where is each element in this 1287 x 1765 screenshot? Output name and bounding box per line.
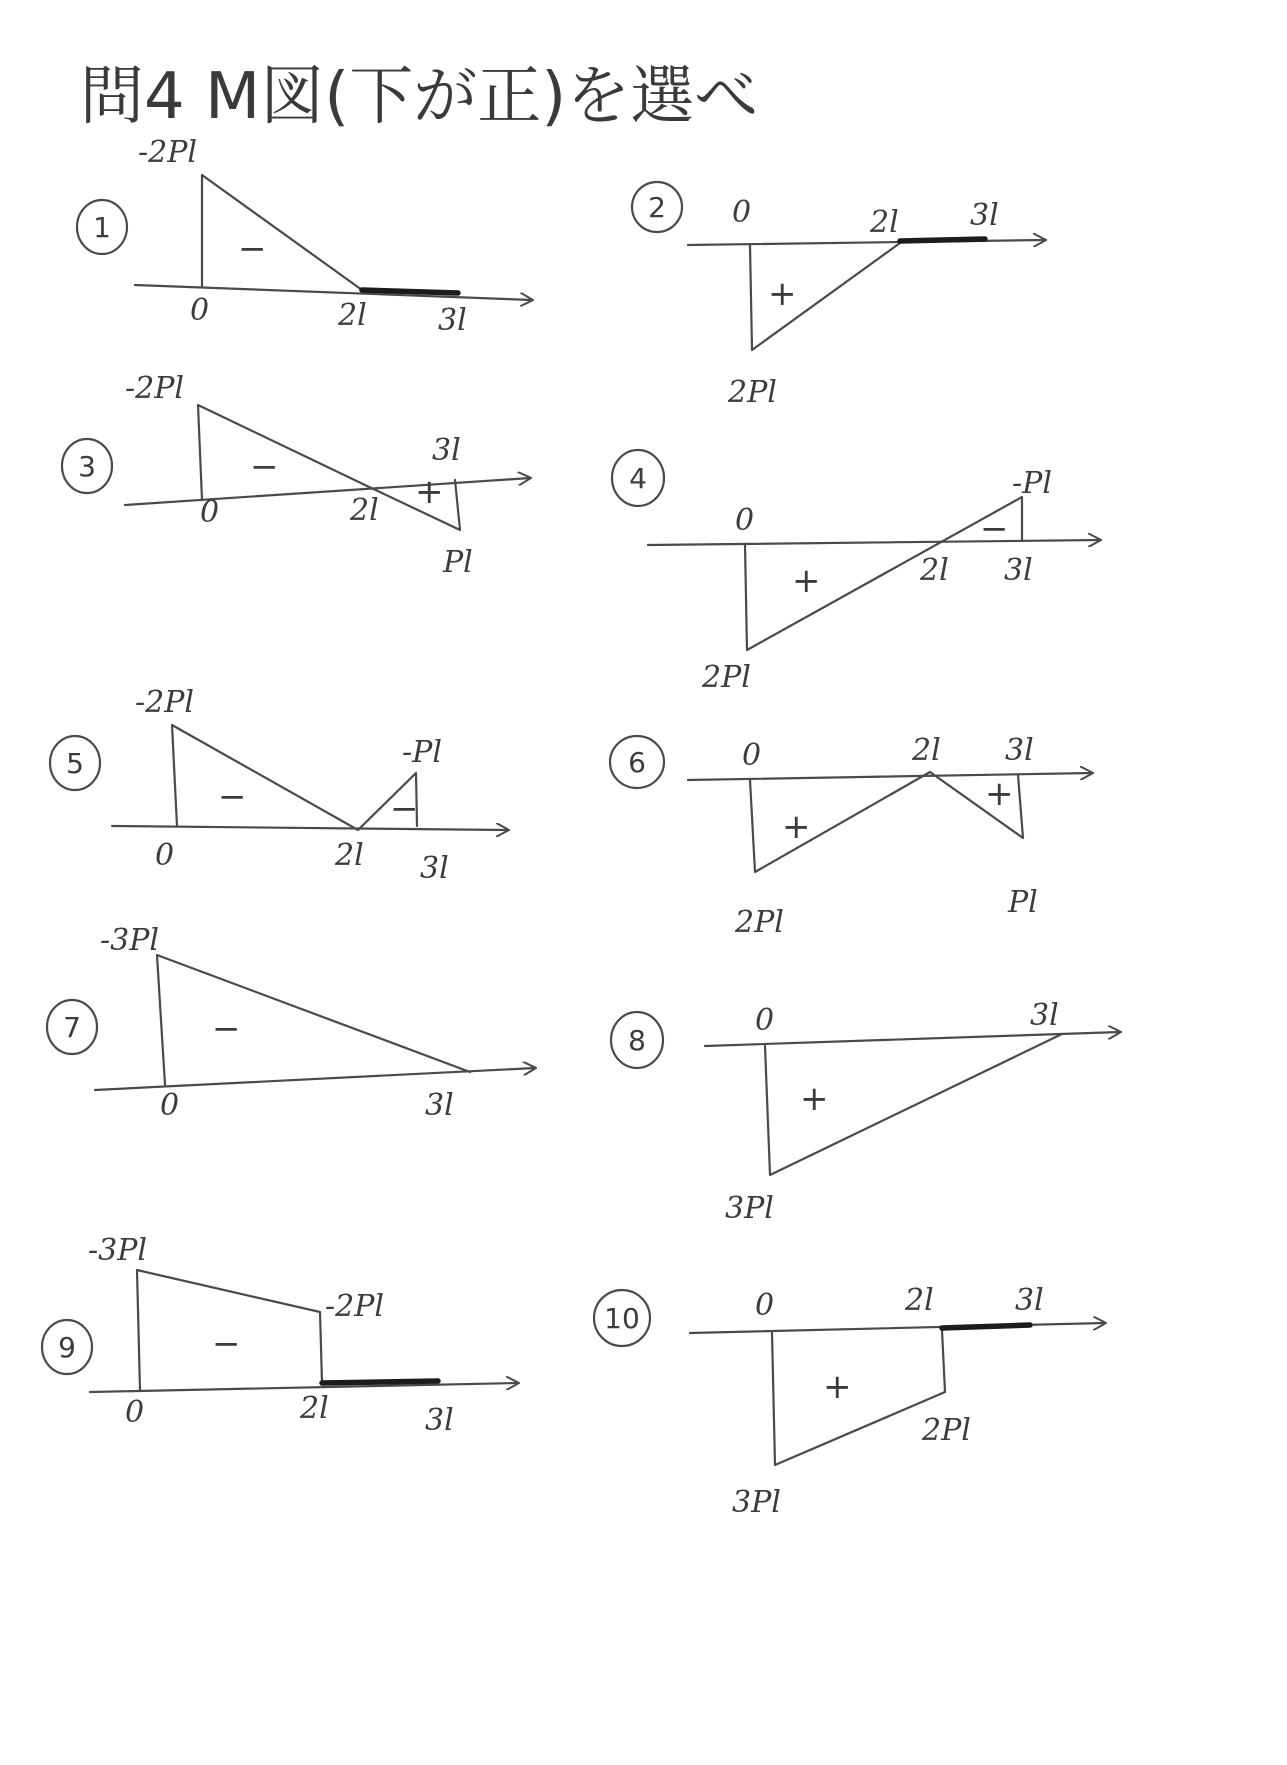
label-bottom-value: 2Pl: [735, 905, 784, 940]
diagram-number: 1: [93, 211, 111, 244]
sign-positive: +: [792, 561, 821, 601]
label-origin: 0: [742, 738, 762, 773]
label-bottom-value: 3Pl: [725, 1191, 774, 1226]
zero-segment: [362, 290, 458, 293]
label-2l: 2l: [912, 733, 941, 768]
sign-negative: −: [212, 1009, 241, 1049]
sign-negative: −: [212, 1324, 241, 1364]
label-top-value: -2Pl: [138, 135, 198, 170]
label-2l: 2l: [338, 298, 367, 333]
label-origin: 0: [200, 495, 220, 530]
label-origin: 0: [160, 1088, 180, 1123]
sign-negative: −: [250, 447, 279, 487]
sign-positive: +: [823, 1367, 852, 1407]
diagram-2: [632, 182, 1045, 410]
label-origin: 0: [125, 1395, 145, 1430]
diagram-8: [611, 998, 1120, 1226]
page-title: 問4 M図(下が正)を選べ: [80, 60, 759, 134]
diagram-number: 5: [66, 747, 84, 780]
sign-negative-b: −: [390, 789, 419, 829]
diagram-number: 2: [648, 191, 666, 224]
label-2l: 2l: [300, 1391, 329, 1426]
label-origin: 0: [732, 195, 752, 230]
label-2l: 2l: [920, 553, 949, 588]
label-2l: 2l: [335, 838, 364, 873]
moment-curve: [172, 725, 417, 830]
label-origin: 0: [190, 293, 210, 328]
x-axis: [112, 826, 508, 830]
diagram-number: 3: [78, 450, 96, 483]
diagram-5: [50, 685, 508, 886]
label-3l: 3l: [1030, 998, 1059, 1033]
x-axis: [690, 1323, 1105, 1333]
moment-curve: [772, 1330, 945, 1465]
zero-segment: [942, 1325, 1030, 1328]
diagram-10: [594, 1283, 1105, 1520]
moment-curve: [202, 175, 362, 290]
label-3l: 3l: [970, 198, 999, 233]
diagram-1: [77, 135, 532, 338]
sign-positive: +: [768, 274, 797, 314]
label-3l: 3l: [425, 1088, 454, 1123]
label-2l: 2l: [905, 1283, 934, 1318]
diagram-number: 7: [63, 1011, 81, 1044]
label-3l: 3l: [1004, 553, 1033, 588]
x-axis: [125, 478, 530, 505]
diagram-number: 8: [628, 1024, 646, 1057]
diagram-number: 4: [629, 462, 647, 495]
label-bottom-value: 3Pl: [732, 1485, 781, 1520]
diagram-number: 10: [604, 1302, 640, 1335]
label-origin: 0: [735, 503, 755, 538]
diagram-6: [610, 733, 1092, 940]
sign-positive-b: +: [985, 774, 1014, 814]
diagram-number: 6: [628, 746, 646, 779]
label-3l: 3l: [1005, 733, 1034, 768]
label-origin: 0: [755, 1003, 775, 1038]
sign-negative: −: [238, 229, 267, 269]
label-origin: 0: [155, 838, 175, 873]
label-bottom-value: 2Pl: [728, 375, 777, 410]
label-end-value: Pl: [443, 545, 473, 580]
label-3l: 3l: [432, 433, 461, 468]
label-2l: 2l: [350, 493, 379, 528]
sign-positive: +: [415, 472, 444, 512]
label-bottom-value: 2Pl: [702, 660, 751, 695]
zero-segment: [322, 1381, 438, 1383]
diagram-7: [47, 923, 535, 1123]
diagram-4: [612, 450, 1100, 695]
label-top-value: -3Pl: [88, 1233, 148, 1268]
moment-curve: [157, 955, 470, 1085]
label-3l: 3l: [425, 1403, 454, 1438]
label-mid-value: -2Pl: [325, 1289, 385, 1324]
diagram-9: [42, 1233, 518, 1438]
label-origin: 0: [755, 1288, 775, 1323]
diagram-number: 9: [58, 1331, 76, 1364]
zero-segment: [900, 239, 985, 241]
label-3l: 3l: [438, 303, 467, 338]
x-axis: [688, 773, 1092, 780]
sign-positive: +: [800, 1079, 829, 1119]
label-end-value: Pl: [1008, 885, 1038, 920]
label-3l: 3l: [420, 851, 449, 886]
label-end-value: -Pl: [402, 735, 442, 770]
label-3l: 3l: [1015, 1283, 1044, 1318]
sign-negative: −: [980, 509, 1009, 549]
label-top-value: -3Pl: [100, 923, 160, 958]
label-top-value: -2Pl: [125, 371, 185, 406]
sign-positive-a: +: [782, 807, 811, 847]
x-axis: [648, 540, 1100, 545]
label-2l: 2l: [870, 205, 899, 240]
x-axis: [688, 240, 1045, 245]
label-top-value: -2Pl: [135, 685, 195, 720]
label-mid-value: 2Pl: [922, 1413, 971, 1448]
label-end-value: -Pl: [1012, 466, 1052, 501]
diagram-3: [62, 371, 530, 580]
sign-negative-a: −: [218, 777, 247, 817]
